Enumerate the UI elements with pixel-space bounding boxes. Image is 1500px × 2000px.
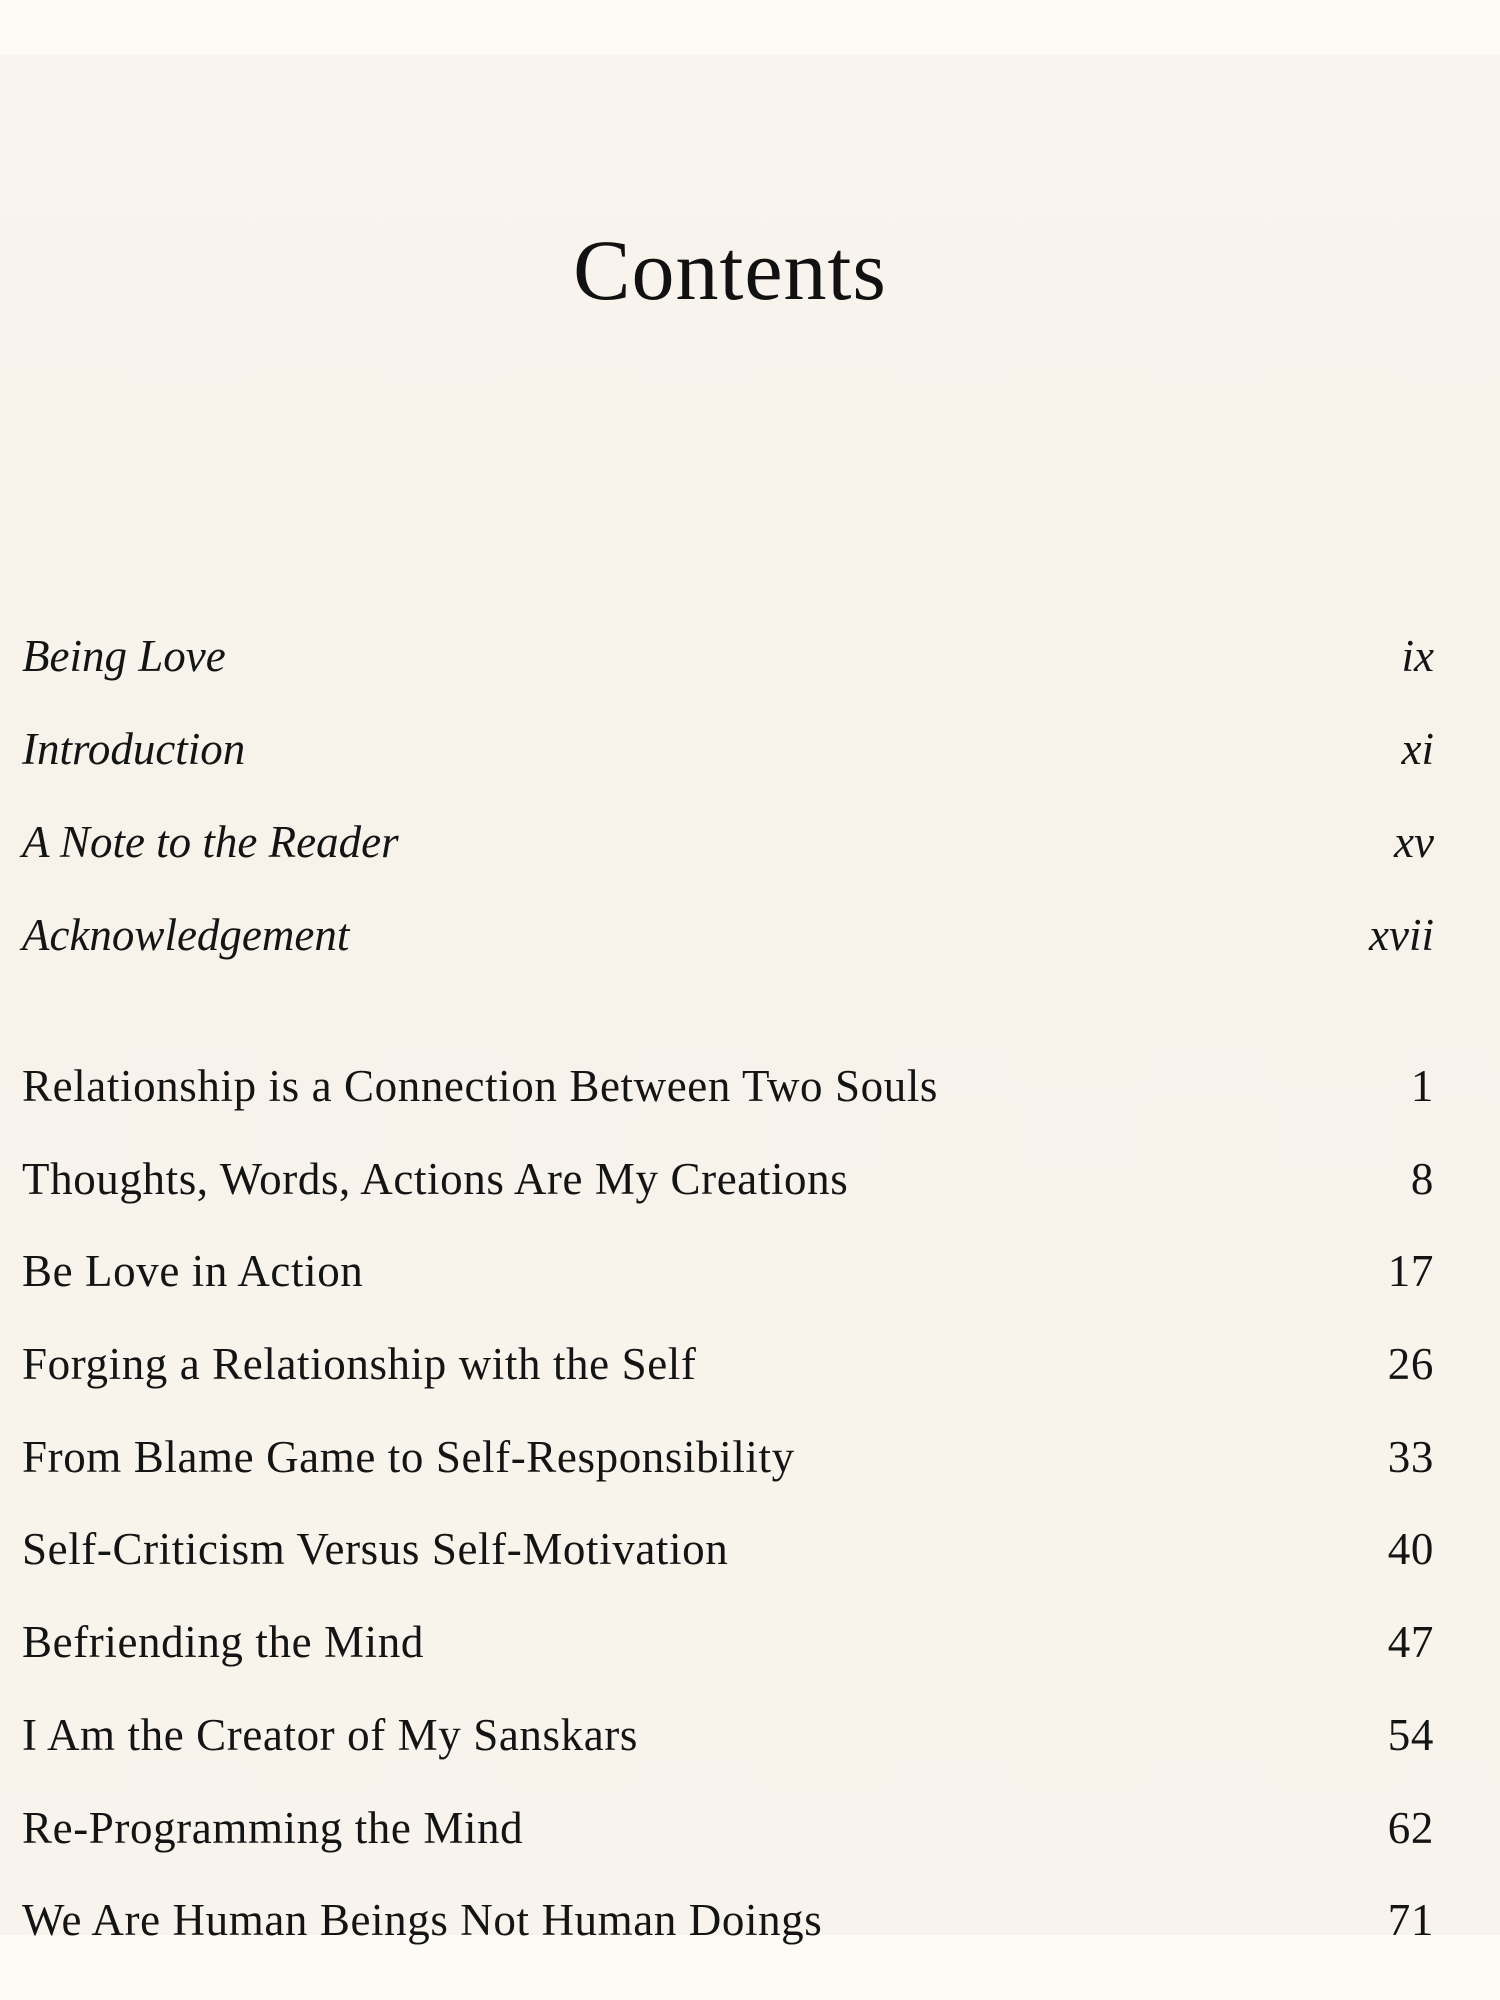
toc-entry-page: 26 (1387, 1339, 1434, 1390)
toc-entry-chapter-6 (22, 1503, 1434, 1596)
toc-entry-page: 8 (1410, 1153, 1434, 1204)
toc-entry-page: 40 (1387, 1524, 1434, 1575)
toc-entry-title: Forging a Relationship with the Self (22, 1339, 697, 1390)
toc-entry-page: 71 (1387, 1895, 1434, 1946)
toc-entry-chapter-10 (22, 1874, 1434, 1967)
front-matter-list (22, 610, 1434, 982)
toc-entry-being-love (22, 610, 1434, 703)
toc-entry-title: Acknowledgement (22, 910, 350, 960)
toc-entry-chapter-3 (22, 1225, 1434, 1318)
chapter-list (22, 1040, 1434, 1967)
toc-entry-title: Be Love in Action (22, 1246, 364, 1297)
toc-entry-chapter-8 (22, 1689, 1434, 1782)
toc-entry-chapter-5 (22, 1411, 1434, 1504)
toc-entry-page: 47 (1387, 1617, 1434, 1668)
toc-entry-acknowledgement (22, 889, 1434, 982)
toc-entry-page: 1 (1410, 1061, 1434, 1111)
toc-entry-page: xv (1394, 817, 1434, 867)
toc-entry-introduction (22, 703, 1434, 796)
toc-entry-page: 17 (1387, 1246, 1434, 1297)
page-title: Contents (573, 222, 887, 318)
toc-entry-title: Befriending the Mind (22, 1617, 424, 1668)
toc-entry-chapter-1 (22, 1040, 1434, 1133)
toc-entry-title: We Are Human Beings Not Human Doings (22, 1895, 823, 1946)
toc-entry-chapter-7 (22, 1596, 1434, 1689)
toc-entry-title: A Note to the Reader (22, 817, 399, 867)
toc-entry-chapter-4 (22, 1318, 1434, 1411)
toc-entry-page: 33 (1387, 1431, 1434, 1482)
toc-entry-title: Being Love (22, 631, 226, 681)
toc-entry-page: ix (1401, 631, 1434, 681)
toc-entry-title: Relationship is a Connection Between Two Souls (22, 1061, 939, 1111)
toc-entry-note-to-reader (22, 796, 1434, 889)
toc-entry-title: Self-Criticism Versus Self-Motivation (22, 1524, 729, 1575)
toc-entry-title: Introduction (22, 724, 246, 774)
toc-entry-page: 54 (1387, 1709, 1434, 1760)
toc-entry-title: Thoughts, Words, Actions Are My Creations (22, 1153, 849, 1204)
toc-entry-page: xvii (1369, 910, 1434, 960)
toc-entry-title: Re-Programming the Mind (22, 1802, 524, 1853)
toc-entry-chapter-9 (22, 1782, 1434, 1875)
toc-entry-page: xi (1401, 724, 1434, 774)
toc-entry-page: 62 (1387, 1802, 1434, 1853)
toc-entry-chapter-2 (22, 1133, 1434, 1226)
page-paper (0, 55, 1500, 1946)
toc-entry-title: I Am the Creator of My Sanskars (22, 1709, 638, 1760)
toc-entry-title: From Blame Game to Self-Responsibility (22, 1431, 795, 1482)
